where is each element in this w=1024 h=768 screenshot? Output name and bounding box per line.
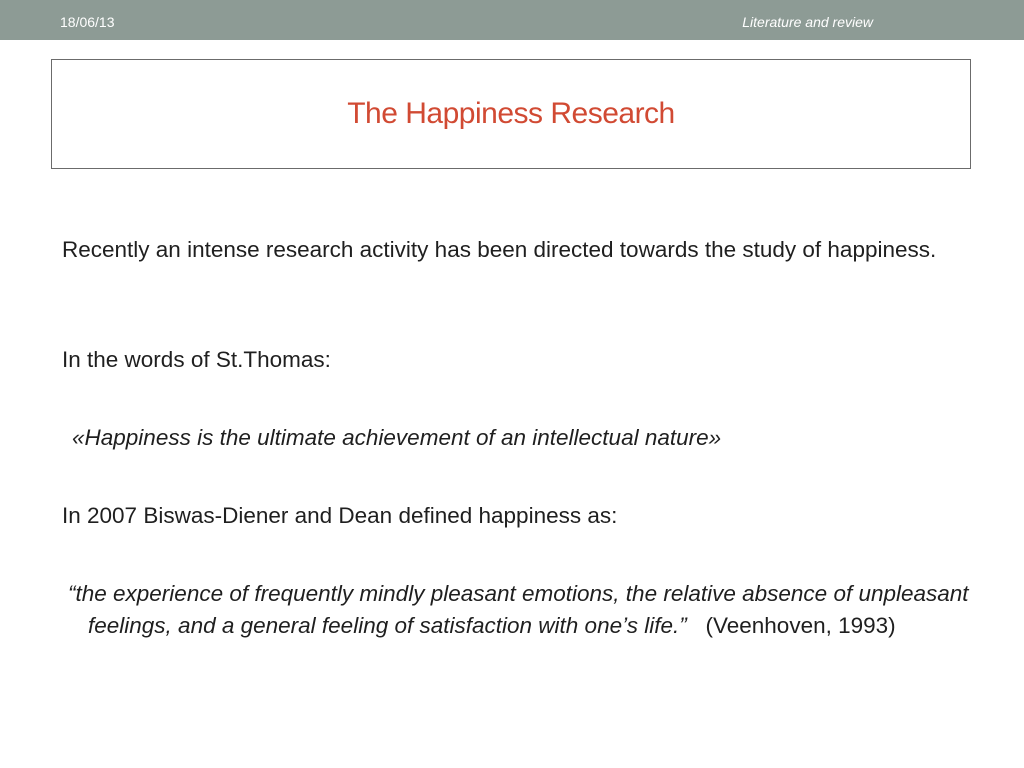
quote-definition (68, 578, 983, 642)
paragraph-definition: In 2007 Biswas-Diener and Dean defined happiness as: (62, 503, 618, 528)
slide-date: 18/06/13 (60, 14, 115, 30)
citation-separator (693, 613, 699, 638)
paragraph-st-thomas: In the words of St.Thomas: (62, 347, 331, 372)
quote-st-thomas: «Happiness is the ultimate achievement of an intellectual nature» (72, 425, 722, 450)
citation: (Veenhoven, 1993) (705, 613, 896, 638)
top-bar (0, 0, 1024, 40)
slide-title: The Happiness Research (347, 97, 675, 130)
paragraph-research-activity: Recently an intense research activity has been directed towards the study of happiness. (62, 237, 937, 262)
section-label: Literature and review (742, 14, 873, 30)
definition-quote-text: “the experience of frequently mindly pleasant emotions, the relative absence of unpleasant feelings, and a general feeling of satisfaction with one’s life.” (68, 581, 969, 638)
